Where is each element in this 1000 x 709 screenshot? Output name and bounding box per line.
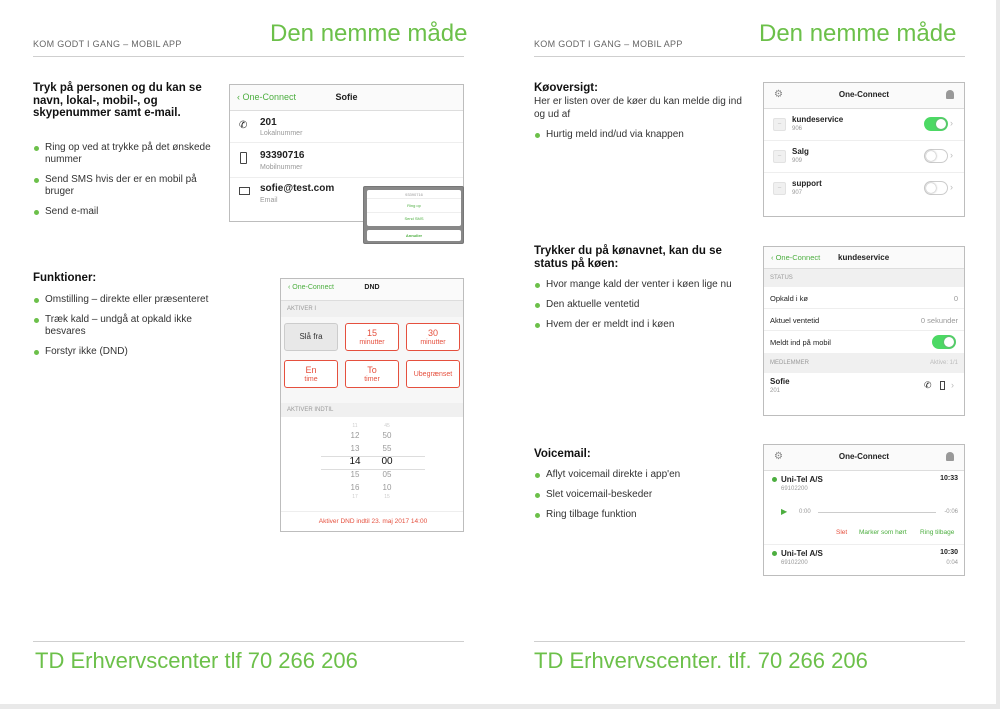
- gear-icon[interactable]: ⚙: [774, 89, 783, 100]
- section-heading-functions: Funktioner:: [33, 272, 97, 284]
- member-name: Sofie: [770, 377, 790, 386]
- member-row[interactable]: [764, 373, 964, 399]
- unread-dot: [772, 477, 777, 482]
- action-sheet-menu: [367, 190, 461, 226]
- status-header: STATUS: [764, 269, 964, 287]
- unread-dot: [772, 551, 777, 556]
- queue-app-title: One-Connect: [838, 90, 890, 99]
- voicemail-app-title: One-Connect: [838, 452, 890, 461]
- list-item: Ring op ved at trykke på det ønskede nummer: [33, 142, 218, 166]
- call-back-button[interactable]: Ring tilbage: [920, 529, 955, 536]
- dnd-button-grid: [281, 317, 464, 403]
- chevron-right-icon: ›: [950, 182, 953, 192]
- active-count: Aktive: 1/1: [929, 360, 958, 366]
- activate-dnd-button[interactable]: Aktiver DND indtil 23. maj 2017 14:00: [281, 511, 464, 532]
- dnd-30min-button[interactable]: 30 minutter: [406, 323, 460, 351]
- status-bullets: [534, 279, 754, 339]
- message-time: 10:30: [940, 549, 958, 556]
- queue-icon: –: [773, 150, 786, 163]
- contact-navbar: [230, 85, 463, 111]
- caller-name: Uni-Tel A/S: [781, 475, 823, 484]
- cancel-button[interactable]: Annuller: [367, 230, 461, 241]
- queue-name: support: [792, 179, 822, 188]
- mobile-icon: [240, 152, 247, 164]
- caller-number: 69102200: [781, 560, 808, 566]
- queue-toggle[interactable]: [924, 117, 948, 131]
- status-row-wait: [764, 309, 964, 331]
- queues-text: Her er listen over de køer du kan melde dig ind og ud af: [534, 96, 742, 120]
- list-item: Ring tilbage funktion: [534, 509, 754, 521]
- list-item: Omstilling – direkte eller præsenteret: [33, 294, 228, 306]
- email-address: sofie@test.com: [260, 183, 335, 194]
- voicemail-item[interactable]: [764, 545, 964, 575]
- back-button[interactable]: ‹ One-Connect: [237, 92, 297, 102]
- delete-button[interactable]: Slet: [836, 529, 848, 536]
- caller-name: Uni-Tel A/S: [781, 549, 823, 558]
- gear-icon[interactable]: ⚙: [774, 451, 783, 462]
- queue-number: 907: [792, 190, 803, 196]
- status-title: kundeservice: [838, 253, 890, 262]
- message-duration: 0:04: [946, 560, 958, 566]
- send-sms-button[interactable]: Send SMS: [367, 212, 461, 224]
- dnd-1hour-button[interactable]: En time: [284, 360, 338, 388]
- user-icon[interactable]: [946, 452, 954, 461]
- progress-track[interactable]: [818, 512, 936, 513]
- hour-wheel[interactable]: 11 12 13 14 15 16 17: [349, 423, 361, 500]
- back-button[interactable]: ‹ One-Connect: [288, 284, 334, 291]
- list-item: Hurtig meld ind/ud via knappen: [534, 129, 744, 141]
- message-time: 10:33: [940, 475, 958, 482]
- members-header: [764, 353, 964, 373]
- queue-number: 909: [792, 158, 803, 164]
- activate-header: AKTIVER I: [281, 301, 463, 317]
- list-item: Forstyr ikke (DND): [33, 346, 228, 358]
- status-value: 0 sekunder: [920, 316, 958, 325]
- section-heading-status: Trykker du på kønavnet, kan du se status på køen:: [534, 245, 722, 270]
- section-heading-queues: Køoversigt:: [534, 82, 598, 94]
- dnd-unlimited-button[interactable]: Ubegrænset: [406, 360, 460, 388]
- caller-number: 69102200: [781, 486, 808, 492]
- list-item: Hvor mange kald der venter i køen lige nu: [534, 279, 754, 291]
- action-sheet-title: 93390716: [405, 192, 423, 197]
- player-start: 0:00: [799, 509, 811, 515]
- status-row-calls: [764, 287, 964, 309]
- header-title: Den nemme måde: [270, 20, 468, 47]
- picker-selection: [321, 456, 425, 470]
- dnd-off-button[interactable]: Slå fra: [284, 323, 338, 351]
- phone-icon: ✆: [239, 120, 248, 131]
- time-picker[interactable]: [281, 417, 464, 507]
- mobile-icon: [940, 381, 945, 390]
- email-icon: [239, 187, 250, 195]
- chevron-right-icon: ›: [950, 118, 953, 128]
- list-item: Træk kald – undgå at opkald ikke besvares: [33, 314, 228, 338]
- header-rule: [33, 56, 464, 57]
- play-icon[interactable]: ▶: [781, 507, 788, 516]
- queue-number: 906: [792, 126, 803, 132]
- queue-navbar: [764, 83, 964, 109]
- footer-contact: TD Erhvervscenter. tlf. 70 266 206: [534, 648, 868, 673]
- chevron-right-icon: ›: [951, 380, 954, 390]
- footer-rule: [534, 641, 965, 642]
- dnd-title: DND: [364, 284, 380, 291]
- queue-icon: –: [773, 118, 786, 131]
- member-number: 201: [770, 388, 781, 394]
- queue-row-kundeservice[interactable]: [764, 109, 964, 141]
- mobile-toggle[interactable]: [932, 335, 956, 349]
- chevron-right-icon: ›: [950, 150, 953, 160]
- back-button[interactable]: ‹ One-Connect: [771, 253, 821, 262]
- dnd-navbar: [281, 279, 463, 301]
- dnd-2hours-button[interactable]: To timer: [345, 360, 399, 388]
- local-label: Lokalnummer: [260, 130, 303, 137]
- queue-name: kundeservice: [792, 115, 844, 124]
- list-item: Send e-mail: [33, 206, 218, 218]
- queue-row-salg[interactable]: [764, 141, 964, 173]
- mobile-label: Mobilnummer: [260, 164, 303, 171]
- queue-row-support[interactable]: [764, 173, 964, 205]
- email-label: Email: [260, 197, 278, 204]
- section-heading-voicemail: Voicemail:: [534, 448, 591, 460]
- queue-icon: –: [773, 182, 786, 195]
- list-item: Den aktuelle ventetid: [534, 299, 754, 311]
- dnd-screenshot: [280, 278, 464, 532]
- local-number: 201: [260, 117, 277, 128]
- voicemail-item[interactable]: [764, 471, 964, 545]
- player-end: -0:06: [944, 509, 958, 515]
- status-value: 0: [953, 294, 958, 303]
- list-item: Send SMS hvis der er en mobil på bruger: [33, 174, 218, 198]
- until-header: AKTIVER INDTIL: [281, 403, 464, 417]
- contact-row-local[interactable]: [230, 111, 463, 143]
- mobile-number: 93390716: [260, 150, 305, 161]
- user-icon[interactable]: [946, 90, 954, 99]
- voicemail-navbar: [764, 445, 964, 471]
- voicemail-screenshot: [763, 444, 965, 576]
- status-navbar: [764, 247, 964, 269]
- footer-rule: [33, 641, 464, 642]
- queue-toggle[interactable]: [924, 181, 948, 195]
- section-heading-contact: Tryk på personen og du kan se navn, lokal-, mobil-, og skypenummer samt e-mail.: [33, 82, 202, 119]
- list-item: Aflyt voicemail direkte i app'en: [534, 469, 754, 481]
- contact-name: Sofie: [335, 92, 358, 102]
- right-page: [500, 0, 996, 704]
- queue-bullets: [534, 129, 744, 149]
- queue-name: Salg: [792, 147, 809, 156]
- contact-bullets: [33, 142, 218, 226]
- status-screenshot: [763, 246, 965, 416]
- footer-contact: TD Erhvervscenter tlf 70 266 206: [35, 648, 358, 673]
- status-row-mobile: [764, 331, 964, 353]
- status-label: Aktuel ventetid: [770, 316, 820, 325]
- status-label: Opkald i kø: [770, 294, 808, 303]
- header-label: KOM GODT I GANG – MOBIL APP: [33, 39, 182, 49]
- contact-row-mobile[interactable]: [230, 143, 463, 178]
- function-bullets: [33, 294, 228, 366]
- phone-icon: ✆: [924, 380, 932, 390]
- queue-screenshot: [763, 82, 965, 217]
- header-rule: [534, 56, 965, 57]
- list-item: Hvem der er meldt ind i køen: [534, 319, 754, 331]
- action-sheet: [363, 186, 464, 244]
- queue-toggle[interactable]: [924, 149, 948, 163]
- mark-heard-button[interactable]: Marker som hørt: [859, 529, 907, 536]
- call-button[interactable]: Ring op: [367, 198, 461, 212]
- header-label: KOM GODT I GANG – MOBIL APP: [534, 39, 683, 49]
- minute-wheel[interactable]: 45 50 55 00 05 10 15: [381, 423, 393, 500]
- dnd-15min-button[interactable]: 15 minutter: [345, 323, 399, 351]
- left-page: [0, 0, 500, 704]
- voicemail-bullets: [534, 469, 754, 529]
- members-label: MEDLEMMER: [770, 360, 810, 366]
- status-label: Meldt ind på mobil: [770, 338, 831, 347]
- list-item: Slet voicemail-beskeder: [534, 489, 754, 501]
- header-title: Den nemme måde: [759, 20, 957, 47]
